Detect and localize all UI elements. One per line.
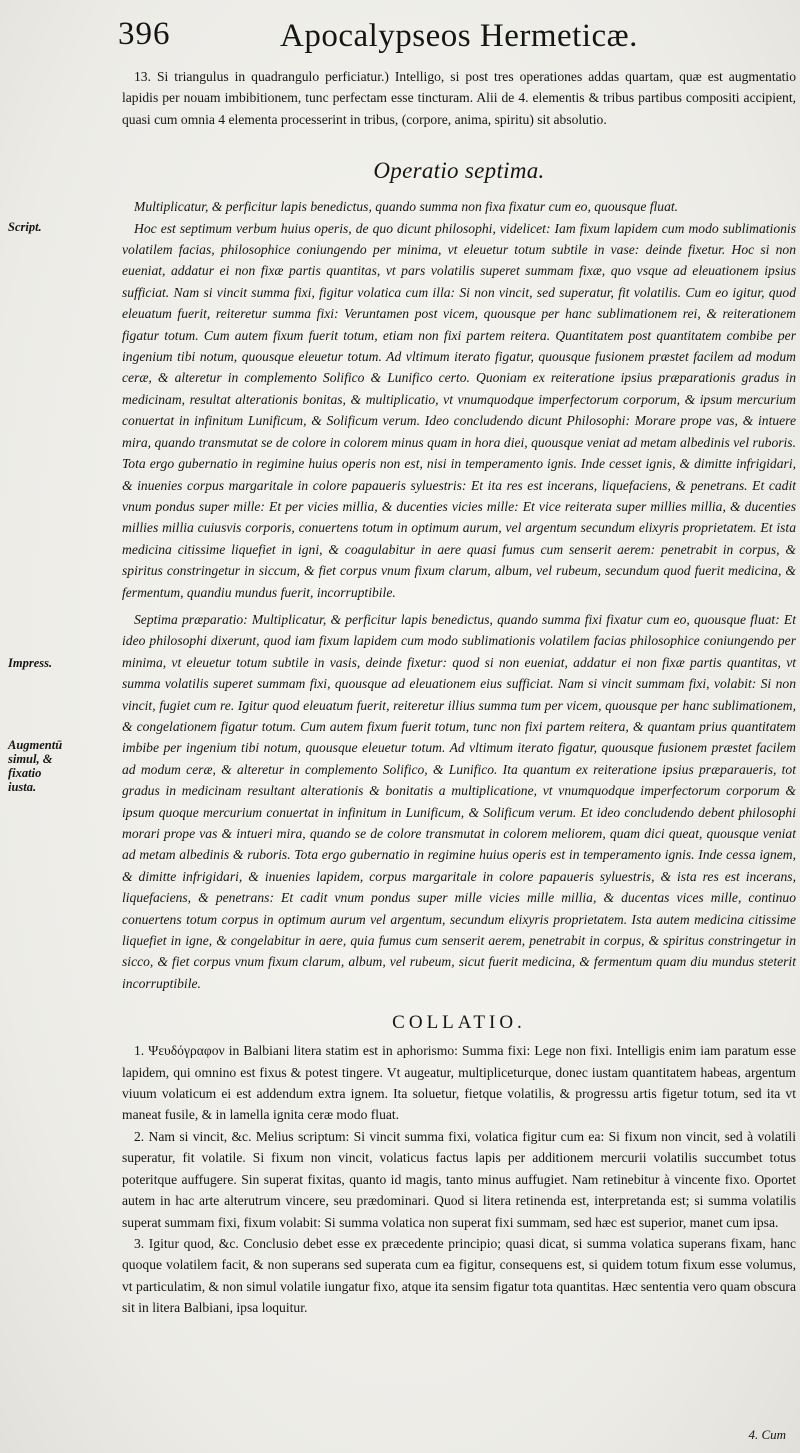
paragraph-script-aphorism: Multiplicatur, & perficitur lapis benedictus, quando summa non fixa fixatur cum eo, quousque fluat. — [134, 199, 679, 215]
collatio-item-3: 3. Igitur quod, &c. Conclusio debet esse ex præcedente principio; quasi dicat, si summa volatica superans fixam, hanc quoque volatilem facit, & non superans sed superata cum ea figitur, consequens est, si quidem totum fixum esse volumus, vt particulatim, & non simul volatile iungatur fixo, atque ita sensim figatur tota quantitas. Hæc sententia vero quam obscura sit in litera Balbiani, ipsa loquitur. — [122, 1235, 796, 1316]
collatio-item-2: 2. Nam si vincit, &c. Melius scriptum: Si vincit summa fixi, volatica figitur cum ea: Si fixum non vincit, sed à volatili superatur, fit volatile. Si fixum non vincit, volaticus factus lapis per additionem mercurii volatilis succumbet totus poteritque auffugere. Sin superat fixitas, quanto id magis, tanto minus auffugiet. Nam retinebitur à vincente fixo. Oportet autem in hac arte alterutrum vincere, seu prædominari. Quod si litera retinenda est, interpretanda est; si summa volatilis superat summam fixi, fixum volabit: Si summa volatica non superat fixi summam, sed hæc est superior, manet cum ipsa. — [122, 1128, 796, 1230]
paragraph-script-commentary: Hoc est septimum verbum huius operis, de quo dicunt philosophi, videlicet: Iam fixum lapidem cum modo sublimationis volatilem facias, philosophice coniungendo per minima, vt eleuetur totum subtile in vase: deinde fixetur. Hoc si non eueniat, addatur ei non fixæ partis quantitas, vt pars volatilis superet summam fixæ, quo vsque ad eleuationem ipsius sufficiat. Nam si vincit summa fixi, figitur volatica cum illa: Si non vincit, sed superatur, fit volatilis. Cum eo igitur, quod eleuatum fuerit, reiteretur summa fixi: Veruntamen post vicem, quousque per hanc sublimationem rei, & reiterationem figatur totum. Cum autem fixum fuerit totum, etiam non fixi partem reitera. Quantitatem post quantitatem combibe per ingenium tibi notum, quousque eleuetur totum. Ad vltimum iterato figatur, quousque fusionem præstet facilem ad modum ceræ, & alteretur in complemento Solifico & Lunifico certo. Quoniam ex reiteratione ipsius præparationis gradus in medicinam, resultat alterationis bonitas, & multiplicatio, vt vnumquodque imperfectorum corporum, & ipsum mercurium conuertat in infinitum Lunificum, & Solificum verum. Ideo concludendo dicunt Philosophi: Morare prope vas, & intuere mira, quando transmutat se de colore in colorem minus quam in hora diei, quousque veniat ad metam albedinis vel ruboris. Tota ergo gubernatio in regimine huius operis non est, nisi in temperamento ignis. Inde cesset ignis, & dimitte infrigidari, & inuenies corpus margaritale in colore papaueris syluestris: Et ita res est incerans, liquefaciens, & penetrans. Et cadit vnum pondus super mille: Et per vicies millia, & ducenties vicies mille: Et vice reiterata super millies millia, & ducenties millies millia cuiusvis corporis, conuertens totum in optimum aurum, vel argentum secundum elixyris proprietatem. Et ista medicina citissime liquefiet in igni, & coagulabitur in aere quasi fumus cum senserit aerem: penetrabit in corpus, & spiritus constringetur in siccum, & fiet corpus vnum fixum clarum, album, vel rubeum, secundum quod fuerit medicina, & fermentum, quandiu mundus fuerit, incorruptibile. — [122, 220, 796, 600]
catchword: 4. Cum — [748, 1427, 786, 1442]
paragraph-impress: Septima præparatio: Multiplicatur, & perficitur lapis benedictus, quando summa fixi fixatur cum eo, quousque fluat: Et ideo philosophi dixerunt, quod iam fixum lapidem cum modo sublimationis volatilem facias philosophice coniungendo per minima, vt eleuetur totum subtile in vasis, deinde fixetur: quod si non eueniat, addatur ei non fixæ partis quantitas, vt summa volatilis superet summam fixi, quousque ad eleuationem eius sufficiat. Nam si vincit summam fixi, volabit: Si non vincit, fugiet cum re. Igitur quod eleuatum fuerit, reiteretur illius summa tum per vicem, quousque per hanc sublimationem, & congelationem figatur totum. Cum autem fixum fuerit totum, tunc non fixi partem reitera, & quantam prius quantitatem imbibe per ingenium tibi notum, quousque eleuetur totum. Ad vltimum iterato figatur, quousque fusionem præstet facilem ad modum ceræ, & alteretur in complemento Solifico, & Lunifico. Ita quantum ex reiteratione ipsius præparaueris, tot gradus in medicinam resultant alterationis & bonitatis a multiplicatione, vt vnumquodque imperfectorum corporum & ipsum quoque mercurium conuertat in infinitum in Lunificum, & Solificum verum. Et ideo concludendo debent philosophi morari prope vas & intueri mira, quando se de colore transmutat in colorem meliorem, quam dici queat, quousque veniat ad metam albedinis & ruboris. Tota ergo gubernatio in regimine huius operis est in temperamento ignis. Inde cessa ignem, & dimitte infrigidari, & inuenies lapidem, corpus margaritale in colore papaueris syluestris, & ista res est incerans, liquefaciens, & penetrans: Et cadit vnum pondus super mille vicies mille millia, & ducentas vices mille, continuo conuertens totum corpus in optimum aurum vel argentum, secundum elixyris proprietatem. Ista autem medicina citissime liquefiet in igne, & congelabitur in aere, quia fumus cum senserit aerem, penetrabit in corpus, & spiritus constringetur in sicco, & fiet corpus vnum fixum clarum, album, vel rubeum, sicut fuerit medicina, & fermentum quam diu mundus steterit incorruptibile. — [122, 611, 796, 991]
main-text — [122, 66, 796, 1319]
collatio-item-1: 1. Ψευδόγραφον in Balbiani litera statim est in aphorismo: Summa fixi: Lege non fixi. Intelligis enim iam paratum esse lapidem, qui omnino est fixus & potest tingere. Vt augeatur, multipliceturque, donec iustam quantitatem habeas, argentum viuum volaticum ei est addendum extra ignem. Ita soluetur, fietque volatilis, & progressu artis figetur totum, sed ita vt maneat fusile, & in lamella ignita ceræ modo fluat. — [122, 1043, 796, 1123]
section-title: Operatio septima. — [373, 158, 545, 184]
running-title: Apocalypseos Hermeticæ. — [280, 18, 638, 54]
page-number: 396 — [118, 16, 171, 52]
paragraph-13: 13. Si triangulus in quadrangulo perficiatur.) Intelligo, si post tres operationes addas quartam, quæ est augmentatio lapidis per nouam imbibitionem, tunc perfectam esse tincturam. Alii de 4. elementis & tribus partibus compositi accipient, quasi cum omnia 4 elementa processerint in tribus, (corpore, anima, spiritu) sit absolutio. — [122, 69, 796, 127]
margin-note-script: Script. — [8, 220, 42, 234]
page-header — [118, 12, 786, 56]
margin-note-impress: Impress. — [8, 656, 53, 670]
margin-note-augmentum: Augmentū simul, & fixatio iusta. — [8, 738, 63, 794]
collatio-heading: COLLATIO. — [392, 1012, 526, 1034]
